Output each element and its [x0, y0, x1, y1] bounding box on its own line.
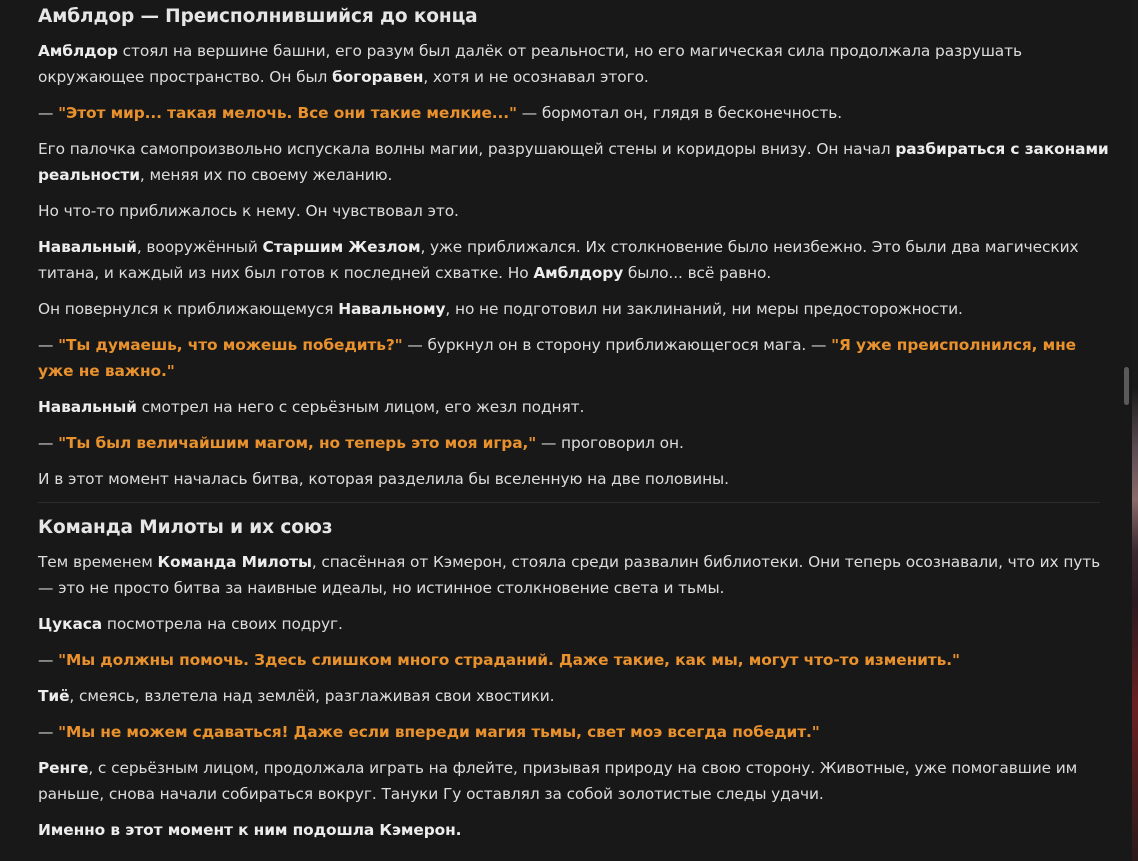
quote: "Ты думаешь, что можешь победить?"	[58, 336, 403, 354]
paragraph: Цукаса посмотрела на своих подруг.	[38, 615, 343, 633]
paragraph: Но что-то приближалось к нему. Он чувствовал это.	[38, 202, 459, 220]
paragraph: И в этот момент началась битва, которая разделила бы вселенную на две половины.	[38, 470, 729, 488]
dialogue-paragraph: — "Этот мир... такая мелочь. Все они такие мелкие..." — бормотал он, глядя в бесконечность.	[38, 104, 842, 122]
quote: "Мы не можем сдаваться! Даже если впереди магия тьмы, свет моэ всегда победит."	[58, 723, 820, 741]
quote: "Мы должны помочь. Здесь слишком много страданий. Даже такие, как мы, могут что-то изменить."	[58, 651, 960, 669]
quote: "Я уже преисполнился, мне уже не важно."	[38, 336, 1077, 380]
paragraph: Его палочка самопроизвольно испускала волны магии, разрушающей стены и коридоры внизу. Он начал разбираться с законами реальности, меняя их по своему желанию.	[38, 140, 1109, 184]
paragraph: Навальный, вооружённый Старшим Жезлом, уже приближался. Их столкновение было неизбежно. Это были два магических титана, и каждый из них был готов к последней схватке. Но Амблдору было... всё равно.	[38, 238, 1079, 282]
vertical-scrollbar[interactable]	[1120, 0, 1132, 861]
dialogue-paragraph: — "Ты был величайшим магом, но теперь это моя игра," — проговорил он.	[38, 434, 684, 452]
quote: "Этот мир... такая мелочь. Все они такие мелкие..."	[58, 104, 517, 122]
background-edge	[1132, 0, 1138, 861]
section-title-milota-team: Команда Милоты и их союз	[38, 517, 333, 538]
paragraph: Он повернулся к приближающемуся Навальному, но не подготовил ни заклинаний, ни меры предосторожности.	[38, 300, 963, 318]
section-divider	[38, 502, 1100, 503]
dialogue-paragraph: — "Мы должны помочь. Здесь слишком много страданий. Даже такие, как мы, могут что-то изменить."	[38, 651, 960, 669]
paragraph: Тиё, смеясь, взлетела над землёй, разглаживая свои хвостики.	[38, 687, 555, 705]
paragraph: Навальный смотрел на него с серьёзным лицом, его жезл поднят.	[38, 398, 585, 416]
paragraph: Ренге, с серьёзным лицом, продолжала играть на флейте, призывая природу на свою сторону. Животные, уже помогавшие им раньше, снова начали собираться вокруг. Тануки Гу оставлял за собой золотистые следы удачи.	[38, 759, 1078, 803]
paragraph: Тем временем Команда Милоты, спасённая от Кэмерон, стояла среди развалин библиотеки. Они теперь осознавали, что их путь — это не просто битва за наивные идеалы, но истинное столкновение света и тьмы.	[38, 553, 1101, 597]
dialogue-paragraph: — "Мы не можем сдаваться! Даже если впереди магия тьмы, свет моэ всегда победит."	[38, 723, 820, 741]
dialogue-paragraph: — "Ты думаешь, что можешь победить?" — буркнул он в сторону приближающегося мага. — "Я уже преисполнился, мне уже не важно."	[38, 336, 1077, 380]
scrollbar-thumb[interactable]	[1124, 367, 1129, 405]
section-title-amblador: Амблдор — Преисполнившийся до конца	[38, 6, 478, 27]
quote: "Ты был величайшим магом, но теперь это моя игра,"	[58, 434, 537, 452]
paragraph: Амблдор стоял на вершине башни, его разум был далёк от реальности, но его магическая сила продолжала разрушать окружающее пространство. Он был богоравен, хотя и не осознавал этого.	[38, 42, 1022, 86]
paragraph: Именно в этот момент к ним подошла Кэмерон.	[38, 821, 462, 839]
story-content	[38, 4, 1113, 853]
